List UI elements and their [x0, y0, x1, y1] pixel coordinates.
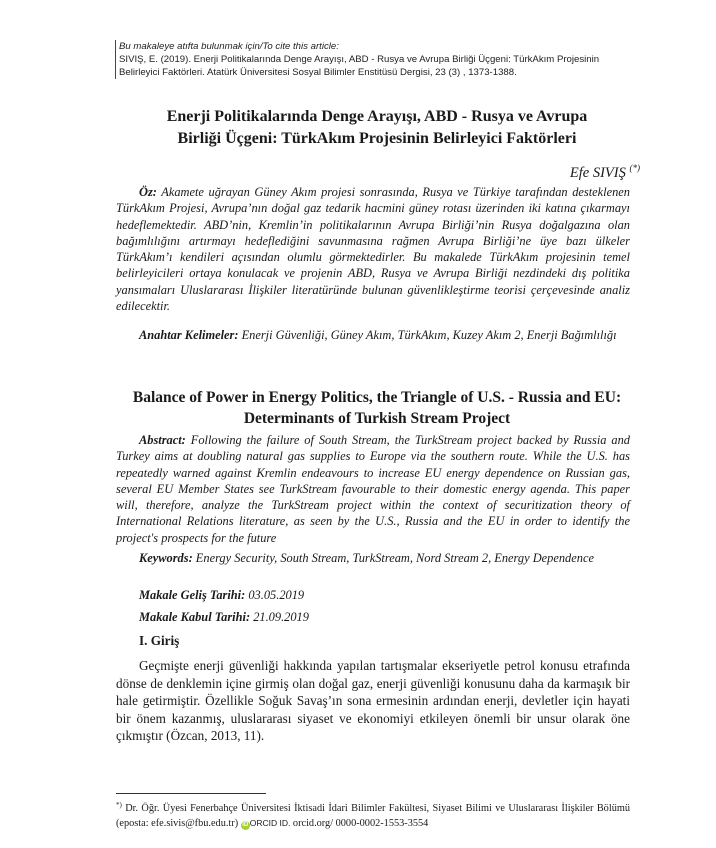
footnote-text: Dr. Öğr. Üyesi Fenerbahçe Üniversitesi İktisadi İdari Bilimler Fakültesi, Siyaset Bilimi ve Uluslararası İlişkiler Bölümü (eposta: efe.sivis@fbu.edu.tr) [116, 803, 630, 829]
title-tr-line-2: Birliği Üçgeni: TürkAkım Projesinin Belirleyici Faktörleri [177, 130, 577, 147]
footnote [116, 798, 630, 831]
author-name: Efe SIVIŞ [569, 165, 626, 181]
abstract-en-text: Following the failure of South Stream, the TurkStream project backed by Russia and Turkey aims at doubling natural gas supplies to Europe via the southern route. While the U.S. has repeatedly warned against Kremlin endeavours to increase EU energy dependence on Russian gas, several EU Member States see TurkStream favourable to their domestic energy agenda. This paper will, therefore, analyze the TurkStream project within the context of securitization theory of International Relations literature, as seen by the U.S., Russia and the EU in order to identify the project's prospects for the future [116, 433, 630, 545]
accepted-date [139, 610, 309, 625]
body-paragraph: Geçmişte enerji güvenliği hakkında yapılan tartışmalar ekseriyetle petrol konusu etrafında dönse de denklemin içine girmiş olan doğal gaz, enerji güvenliği konusunu daha da karmaşık bir hale getirmiştir. Özellikle Soğuk Savaş’ın sona ermesinin ardından enerji, devletler için hayati bir önem kazanmış, uluslararası siyaset ve ekonomiyi etkileyen önemli bir unsur olarak öne çıkmıştır (Özcan, 2013, 11). [116, 658, 630, 744]
received-date-value: 03.05.2019 [245, 588, 305, 602]
article-title-en [112, 387, 642, 429]
title-en-line-2: Determinants of Turkish Stream Project [243, 410, 511, 427]
keywords-tr-label: Anahtar Kelimeler: [139, 328, 239, 342]
author-footnote-marker: (*) [629, 163, 640, 173]
accepted-date-label: Makale Kabul Tarihi: [139, 610, 251, 624]
citation-block [115, 40, 639, 79]
article-title-tr [112, 106, 642, 150]
title-en-line-1: Balance of Power in Energy Politics, the Triangle of U.S. - Russia and EU: [132, 389, 622, 406]
received-date-label: Makale Geliş Tarihi: [139, 588, 246, 602]
keywords-en-text: Energy Security, South Stream, TurkStream, Nord Stream 2, Energy Dependence [192, 551, 594, 565]
abstract-tr [116, 184, 630, 314]
footnote-marker: *) [116, 801, 122, 809]
keywords-en-label: Keywords: [139, 551, 193, 565]
citation-reference: SIVIŞ, E. (2019). Enerji Politikalarında Denge Arayışı, ABD - Rusya ve Avrupa Birliği Üçgeni: TürkAkım Projesinin Belirleyici Faktörleri. Atatürk Üniversitesi Sosyal Bilimler Enstitüsü Dergisi, 23 (3) , 1373-1388. [119, 54, 600, 78]
author [570, 163, 640, 182]
abstract-tr-label: Öz: [139, 185, 157, 199]
keywords-en [116, 550, 630, 566]
orcid-label: ORCID ID. [249, 818, 291, 828]
keywords-tr [116, 327, 630, 343]
abstract-en-label: Abstract: [139, 433, 186, 447]
section-heading: I. Giriş [139, 633, 180, 648]
orcid-value[interactable]: orcid.org/ 0000-0002-1553-3554 [290, 818, 429, 829]
abstract-en [116, 432, 630, 546]
accepted-date-value: 21.09.2019 [250, 610, 309, 624]
title-tr-line-1: Enerji Politikalarında Denge Arayışı, ABD - Rusya ve Avrupa [166, 108, 588, 125]
received-date [139, 588, 304, 603]
citation-heading: Bu makaleye atıfta bulunmak için/To cite this article: [119, 41, 339, 52]
abstract-tr-text: Akamete uğrayan Güney Akım projesi sonrasında, Rusya ve Türkiye tarafından desteklenen TürkAkım Projesi, Avrupa’nın doğal gaz tedarik hacmini güney rotası üzerinden iki katına çıkarmayı hedeflemektedir. ABD’nin, Kremlin’in politikalarının Avrupa Birliği’nin Rusya doğalgazına olan bağımlılığını artırmayı hedeflediğini savunmasına rağmen Avrupa Birliği’ne üye bazı ülkeler TürkAkım’ı kendileri açısından olumlu görmektedirler. Bu makalede TürkAkım projesinin temel belirleyicileri ortaya konulacak ve projenin ABD, Rusya ve Avrupa Birliği nezdindeki dış politika yansımaları Uluslararası İlişkiler literatüründe bulunan güvenlikleştirme teorisi çerçevesinde analiz edilecektir. [116, 185, 630, 314]
footnote-divider [116, 793, 266, 794]
keywords-tr-text: Enerji Güvenliği, Güney Akım, TürkAkım, Kuzey Akım 2, Enerji Bağımlılığı [238, 328, 617, 342]
orcid-icon: iD [242, 822, 249, 828]
